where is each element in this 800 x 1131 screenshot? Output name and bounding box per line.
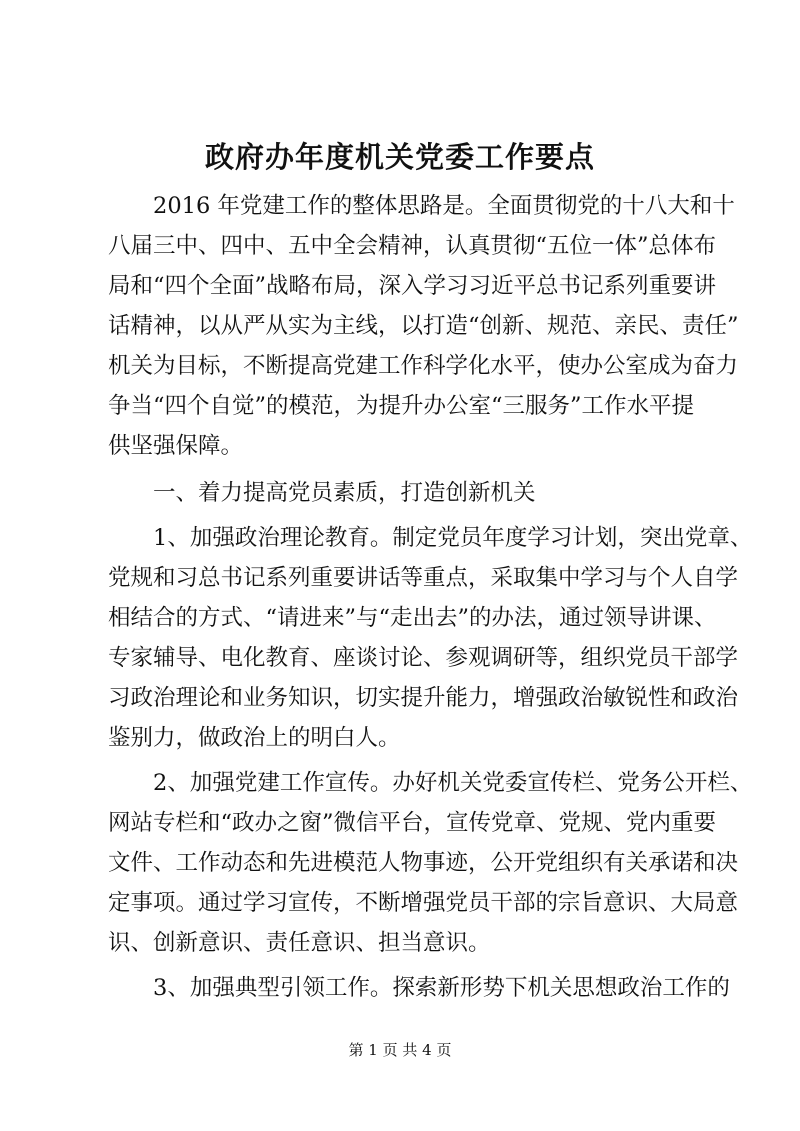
document-title: 政府办年度机关党委工作要点 xyxy=(204,140,595,174)
body-line: 2016 年党建工作的整体思路是。全面贯彻党的十八大和十 xyxy=(108,193,735,219)
body-line: 识、创新意识、责任意识、担当意识。 xyxy=(108,930,491,956)
body-line: 定事项。通过学习宣传，不断增强党员干部的宗旨意识、大局意 xyxy=(108,890,739,916)
body-line: 供坚强保障。 xyxy=(108,433,244,459)
body-line: 鉴别力，做政治上的明白人。 xyxy=(108,725,401,751)
body-line: 网站专栏和“政办之窗”微信平台，宣传党章、党规、党内重要 xyxy=(108,810,717,836)
body-line: 3、加强典型引领工作。探索新形势下机关思想政治工作的 xyxy=(108,975,730,1001)
body-line: 2、加强党建工作宣传。办好机关党委宣传栏、党务公开栏、 xyxy=(108,770,753,796)
body-line: 1、加强政治理论教育。制定党员年度学习计划，突出党章、 xyxy=(108,525,753,551)
page-footer: 第 1 页 共 4 页 xyxy=(348,1041,452,1059)
body-line: 习政治理论和业务知识，切实提升能力，增强政治敏锐性和政治 xyxy=(108,685,739,711)
body-line: 党规和习总书记系列重要讲话等重点，采取集中学习与个人自学 xyxy=(108,565,739,591)
body-line: 八届三中、四中、五中全会精神，认真贯彻“五位一体”总体布 xyxy=(108,233,717,259)
body-line: 争当“四个自觉”的模范，为提升办公室“三服务”工作水平提 xyxy=(108,393,695,419)
body-line: 局和“四个全面”战略布局，深入学习习近平总书记系列重要讲 xyxy=(108,273,717,299)
body-line: 专家辅导、电化教育、座谈讨论、参观调研等，组织党员干部学 xyxy=(108,645,739,671)
body-line: 话精神，以从严从实为主线，以打造“创新、规范、亲民、责任” xyxy=(108,313,739,339)
section-heading: 一、着力提高党员素质，打造创新机关 xyxy=(108,480,536,506)
body-line: 机关为目标，不断提高党建工作科学化水平，使办公室成为奋力 xyxy=(108,353,739,379)
body-line: 文件、工作动态和先进模范人物事迹，公开党组织有关承诺和决 xyxy=(108,850,739,876)
body-line: 相结合的方式、“请进来”与“走出去”的办法，通过领导讲课、 xyxy=(108,605,717,631)
